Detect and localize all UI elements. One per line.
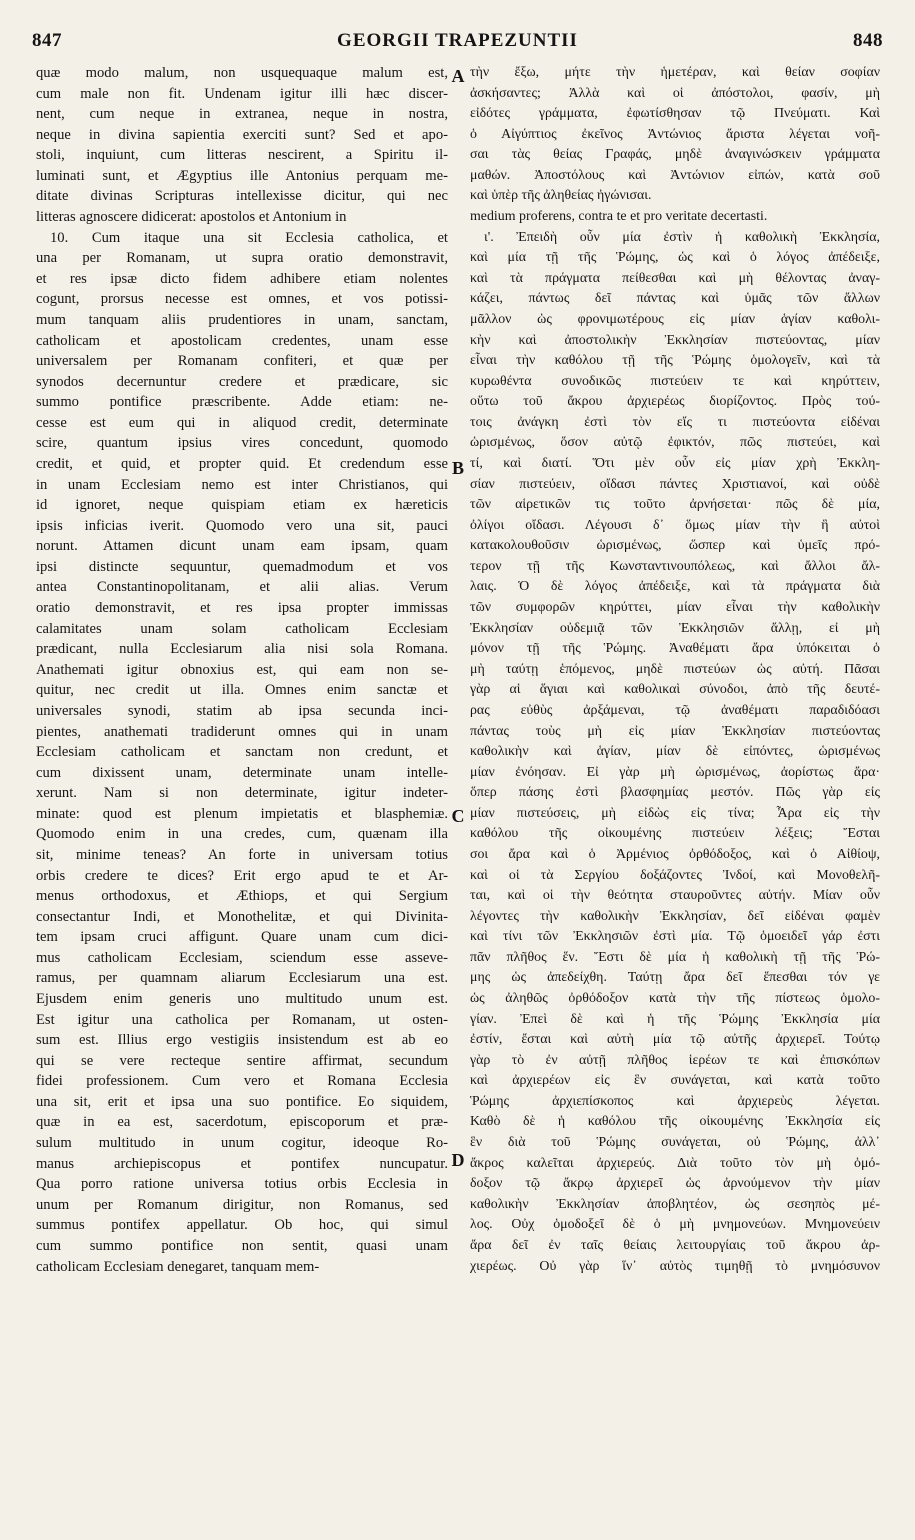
text-line: ἐστίν, ἔσται καὶ αὐτὴ μία τῷ αὐτῆς ἀρχιερεῖ. Τούτῳ (470, 1032, 880, 1048)
text-line: Ejusdem enim generis uno multitudo unum est. (36, 991, 448, 1008)
text-line: λος. Οὐχ ὁμοδοξεῖ δὲ ὁ μὴ μνημονεύων. Μνημονεύειν (470, 1217, 880, 1233)
text-line: τί, καὶ διατί. Ὅτι μὲν οὖν εἰς μίαν χρὴ Ἐκκλη- (470, 455, 880, 471)
text-line: consectantur Indi, et Monothelitæ, et qui Divinita- (36, 908, 448, 925)
text-line: menus orthodoxus, et Æthiops, et qui Sergium (36, 888, 448, 905)
text-line: τοις ἀνάγκη ἐστὶ τὸν εἴς τι πιστεύοντα εἰδέναι (470, 414, 880, 430)
text-line: neque in divina sapientia exerciti sunt? Sed et apo- (36, 126, 448, 143)
text-line: ἄρα δεῖ ἐν ταῖς θείαις λειτουργίαις τοῦ ἄκρου ἀρ- (470, 1237, 880, 1253)
text-line: manus archiepiscopus et pontifex nuncupatur. (36, 1155, 448, 1172)
text-line: qui se vere recteque sentire affirmat, secundum (36, 1052, 448, 1069)
text-line: unum per Romanum dirigitur, non Romanus, sed (36, 1196, 448, 1213)
text-line: καθολικὴν Ἐκκλησίαν ἀποβλητέον, ὡς σεσηπὸς μέ- (470, 1196, 880, 1212)
text-line: scire, quantum ipsius vires concedunt, quomodo (36, 435, 448, 452)
text-line: ipsis inficias iverit. Quomodo vero una sit, pauci (36, 517, 448, 534)
text-line: summus pontifex appellatur. Ob hoc, qui simul (36, 1217, 448, 1234)
text-line: Καθὸ δὲ ἡ καθόλου τῆς οἰκουμένης Ἐκκλησία εἰς (470, 1114, 880, 1130)
text-line: χιερέως. Οὐ γὰρ ἵν᾽ αὐτὸς τιμηθῇ τὸ μνημόσυνον (470, 1258, 880, 1274)
text-line: credit, et quid, et propter quid. Et credendum esse (36, 455, 448, 472)
text-line: λαις. Ὁ δὲ λόγος ἀπέδειξε, καὶ τὰ πράγματα διὰ (470, 579, 880, 595)
text-line: universales synodi, statim ab ipsa secunda inci- (36, 702, 448, 719)
text-line: ὀλίγοι οἴδασι. Λέγουσι δ᾽ ὅμως μίαν τὴν ἣ αὐτοὶ (470, 517, 880, 533)
text-line: πάντας τοὺς μὴ εἰς μίαν Ἐκκλησίαν πιστεύοντας (470, 723, 880, 739)
text-line: cesse est eum qui in aliquod credit, determinate (36, 414, 448, 431)
text-line: Anathemati igitur obnoxius est, qui eam non se- (36, 661, 448, 678)
text-line: καὶ τὰ πράγματα πείθεσθαι καὶ μὴ θέλοντας ἀναγ- (470, 270, 880, 286)
text-line: xerunt. Nam si non determinate, igitur indeter- (36, 785, 448, 802)
text-line: ι'. Ἐπειδὴ οὖν μία ἐστὶν ἡ καθολικὴ Ἐκκλησία, (484, 229, 880, 245)
text-line: δοξον τῷ ἄκρῳ ἀρχιερεῖ ὡς ἀρνούμενον τὴν μίαν (470, 1176, 880, 1192)
text-line: mum tanquam aliis prudentiores in unam, sanctam, (36, 311, 448, 328)
text-line: fidei professionem. Cum vero et Romana Ecclesia (36, 1073, 448, 1090)
text-line: summo pontifice præscribente. Adde etiam: ne- (36, 394, 448, 411)
text-line: cogunt, prorsus necesse est omnes, et vos potissi- (36, 291, 448, 308)
text-line: μίαν ἐνόησαν. Εἰ γὰρ μὴ ὡρισμένως, ἀορίστως ἄρα· (470, 764, 880, 780)
text-line: una per Romanam, ut supra oratio demonstravit, (36, 250, 448, 267)
text-line: et res ipsæ dicto fidem adhibere etiam nolentes (36, 270, 448, 287)
text-line: κατακολουθοῦσιν ὡρισμένως, ὥσπερ καὶ ὑμεῖς πρό- (470, 538, 880, 554)
text-line: καθολικὴν καὶ ἁγίαν, μίαν δὲ εἰπόντες, ὡρισμένως (470, 744, 880, 760)
text-line: cum dixissent unam, determinate unam intelle- (36, 764, 448, 781)
text-line: mus catholicam Ecclesiam, sciendum esse asseve- (36, 949, 448, 966)
text-line: γίαν. Ἐπεὶ δὲ καὶ ἡ τῆς Ῥώμης Ἐκκλησία μία (470, 1011, 880, 1027)
text-line: orbis credere te dices? Erit ergo apud te et Ar- (36, 867, 448, 884)
text-line: catholicam et apostolicam credentes, unam esse (36, 332, 448, 349)
latin-column (36, 63, 448, 1523)
text-line: μης ὡς ἀπεδείχθη. Ταύτῃ ἄρα δεῖ ἕπεσθαι τόν γε (470, 970, 880, 986)
text-line: nent, cum neque in extranea, neque in nostra, (36, 106, 448, 123)
text-line: id ignoret, neque quispiam etiam ex hæreticis (36, 497, 448, 514)
text-line: luminati sunt, et Ægyptius ille Antonius perquam me- (36, 167, 448, 184)
text-line: γὰρ τὸ ἐν αὐτῇ πλῆθος ἱερέων τε καὶ ἐπισκόπων (470, 1052, 880, 1068)
text-line: ramus, per quamnam aliarum Ecclesiarum una est. (36, 970, 448, 987)
margin-marker-a: A (451, 66, 465, 86)
text-line: minate: quod est plenum impietatis et blasphemiæ. (36, 805, 448, 822)
text-line: καὶ οἱ τὰ Σεργίου δοξάζοντες Ἰνδοί, καὶ Μονοθελῆ- (470, 867, 880, 883)
text-line: tem ipsam cruci affigunt. Quare unam cum dici- (36, 929, 448, 946)
text-line: οὕτω τοῦ ἄκρου ἀρχιερέως διορίζοντος. Πρὸς τού- (470, 394, 880, 410)
running-title: GEORGII TRAPEZUNTII (337, 30, 578, 51)
text-line: σαι τὰς θείας Γραφάς, μηδὲ ἀναγινώσκειν γράμματα (470, 147, 880, 163)
text-line: τερον τῇ τῆς Κωνσταντινουπόλεως, καὶ ἄλλοι ἄλ- (470, 558, 880, 574)
text-line: τὴν ἔξω, μήτε τὴν ἡμετέραν, καὶ θείαν σοφίαν (470, 65, 880, 80)
text-line: μᾶλλον ὡς φρονιμωτέρους εἰς μίαν ἁγίαν καθολι- (470, 311, 880, 327)
text-line: καὶ ὑπὲρ τῆς ἀληθείας ἠγώνισαι. (470, 188, 652, 204)
text-line: calamitates unam solam catholicam Ecclesiam (36, 620, 448, 637)
text-line: Ἐκκλησίαν οὐδεμιᾷ τῶν Ἐκκλησιῶν ἄλλῃ, εἰ μὴ (470, 620, 880, 636)
left-page-number: 847 (32, 30, 62, 51)
text-line: ipsi distincte sequuntur, quemadmodum et vos (36, 558, 448, 575)
text-line: ται, καὶ οἱ τὴν θεότητα σταυροῦντες αὐτήν. Μίαν οὖν (470, 888, 880, 904)
text-line: Ecclesiam catholicam et sanctam non credunt, et (36, 744, 448, 761)
text-line: μαθών. Ἀποστόλους καὶ Ἀντώνιον εἰπών, κατὰ σοῦ (470, 167, 880, 183)
text-line: stoli, inquiunt, cum litteras nescirent, a Spiritu il- (36, 147, 448, 164)
text-line: synodos decernuntur credere et prædicare, sic (36, 373, 448, 390)
text-line: quæ in ea est, sacerdotum, episcoporum et præ- (36, 1114, 448, 1131)
text-line: oratio demonstravit, et res ipsa propter immissas (36, 600, 448, 617)
text-line: ὁ Αἰγύπτιος ἐκεῖνος Ἀντώνιος ἄριστα λέγεται νοῆ- (470, 126, 880, 142)
text-line: εἰδότες γράμματα, ἐφωτίσθησαν τῷ Πνεύματι. Καὶ (470, 106, 880, 122)
text-line: κάζει, πάντως δεῖ πάντας καὶ ὑμᾶς τῶν ἄλλων (470, 291, 880, 307)
text-line: σίαν πιστεύειν, οἴδασι πάντες Χριστιανοί, καὶ οὐδὲ (470, 476, 880, 492)
text-line: καὶ τίνι τῶν Ἐκκλησιῶν ἐστὶ μία. Τῷ ὁμοειδεῖ γάρ ἐστι (470, 929, 880, 945)
text-line: sum est. Illius ergo vestigiis insistendum est ab eo (36, 1032, 448, 1049)
text-line: quitur, nec credit ut illa. Omnes enim sanctæ et (36, 682, 448, 699)
text-line: Qua porro ratione universa totius orbis Ecclesia in (36, 1176, 448, 1193)
text-line: ρας εὐθὺς ἀρξάμεναι, τῷ ἀναθέματι παραδιδόασι (470, 702, 880, 718)
text-line: sulum multitudo in unum cogitur, ideoque Ro- (36, 1135, 448, 1152)
text-line: καὶ μία τῇ τῆς Ῥώμης, ὡς καὶ ὁ λόγος ἀπέδειξε, (470, 250, 880, 266)
text-line: sit, minime teneas? An forte in universam totius (36, 846, 448, 863)
right-page-number: 848 (853, 30, 883, 51)
text-line: λέγοντες τὴν καθολικὴν Ἐκκλησίαν, δεῖ εἰδέναι φαμὲν (470, 908, 880, 924)
text-line: medium proferens, contra te et pro veritate decertasti. (470, 209, 768, 225)
text-line: καθόλου τῆς οἰκουμένης πιστεύειν λέξεις; Ἔσται (470, 826, 880, 842)
text-line: εἶναι τὴν καθόλου τῇ τῆς Ῥώμης ὁμολογεῖν, καὶ τὰ (470, 353, 880, 369)
text-line: κὴν καὶ ἀποστολικὴν Ἐκκλησίαν πιστεύοντας, μίαν (470, 332, 880, 348)
text-line: μίαν πιστεύσεις, μὴ εἰδὼς εἰς τίνα; Ἆρα εἰς τὴν (470, 805, 880, 821)
text-line: ditate divinas Scripturas intellexisse dicitur, qui nec (36, 188, 448, 205)
text-line: ὡρισμένως, ὅσον αὐτῷ ἐφικτόν, πῶς πιστεύει, καὶ (470, 435, 880, 451)
text-line: litteras agnoscere didicerat: apostolos et Antonium in (36, 209, 347, 226)
text-line: Quomodo enim in una credes, cum, quænam illa (36, 826, 448, 843)
running-header (30, 30, 885, 54)
text-line: πᾶν πλῆθος ἕν. Ἔστι δὲ μία ἡ καθολικὴ τῇ τῆς Ῥώ- (470, 949, 880, 965)
text-line: καὶ ἀρχιερέων εἰς ἓν συνάγεται, καὶ κατὰ τοῦτο (470, 1073, 880, 1089)
text-line: cum male non fit. Undenam igitur illi hæc discer- (36, 85, 448, 102)
text-line: cum summo pontifice non sentit, quasi unam (36, 1237, 448, 1254)
text-line: catholicam Ecclesiam denegaret, tanquam mem- (36, 1258, 320, 1275)
text-line: pientes, anathemati tradiderunt omnes qui in unam (36, 723, 448, 740)
text-line: Est igitur una catholica per Romanam, ut osten- (36, 1011, 448, 1028)
text-line: κυρωθέντα συνοδικῶς πιστεύειν τε καὶ κηρύττειν, (470, 373, 880, 389)
text-line: in unam Ecclesiam nemo est inter Christianos, qui (36, 476, 448, 493)
text-line: norunt. Attamen dicunt unam eam ipsam, quam (36, 538, 448, 555)
text-line: μόνον τῇ τῆς Ῥώμης. Ἀναθέματι ἄρα ὑπόκειται ὁ (470, 641, 880, 657)
text-line: τῶν συμφορῶν κηρύττει, μίαν εἶναι τὴν καθολικὴν (470, 600, 880, 616)
margin-marker-c: C (451, 806, 465, 826)
text-line: μὴ ταύτῃ ἑπόμενος, μηδὲ πιστεύων ὡς αὐτή. Πᾶσαι (470, 661, 880, 677)
text-line: quæ modo malum, non usquequaque malum est, (36, 65, 448, 81)
text-line: ὡς ἀληθῶς ὀρθόδοξον κατὰ τὴν τῆς πίστεως ὁμολο- (470, 991, 880, 1007)
text-line: ἓν διὰ τοῦ Ῥώμης συνάγεται, οὐ Ῥώμης, ἀλλ᾽ (470, 1135, 880, 1151)
text-line: Ῥώμης ἀρχιεπίσκοπος καὶ ἀρχιερεὺς λέγεται. (470, 1093, 880, 1109)
text-line: ἀσκήσαντες; Ἀλλὰ καὶ οἱ ἀπόστολοι, φασίν, μὴ (470, 85, 880, 101)
text-line: ὅπερ πάσης ἐστὶ βλασφημίας μεστόν. Πῶς γὰρ εἰς (470, 785, 880, 801)
text-line: universalem per Romanam confiteri, et quæ per (36, 353, 448, 370)
text-line: antea Constantinopolitanam, et alii alias. Verum (36, 579, 448, 596)
text-line: 10. Cum itaque una sit Ecclesia catholica, et (50, 229, 448, 246)
text-line: γὰρ αἱ ἅγιαι καὶ καθολικαὶ σύνοδοι, ἀπὸ τῆς δευτέ- (470, 682, 880, 698)
text-line: prædicant, nulla Ecclesiarum alia nisi sola Romana. (36, 641, 448, 658)
margin-marker-d: D (451, 1150, 465, 1170)
text-line: τῶν αἱρετικῶν τις τοῦτο ἀρνήσεται· πῶς δὲ μία, (470, 497, 880, 513)
margin-marker-b: B (451, 458, 464, 478)
greek-column (470, 63, 880, 1523)
text-line: una sit, erit et ipsa una suo pontifice. Eo siquidem, (36, 1093, 448, 1110)
text-line: σοι ἄρα καὶ ὁ Ἀρμένιος ὀρθόδοξος, καὶ ὁ Αἰθίοψ, (470, 846, 880, 862)
text-line: ἄκρος καλεῖται ἀρχιερεύς. Διὰ τοῦτο τὸν μὴ ὁμό- (470, 1155, 880, 1171)
